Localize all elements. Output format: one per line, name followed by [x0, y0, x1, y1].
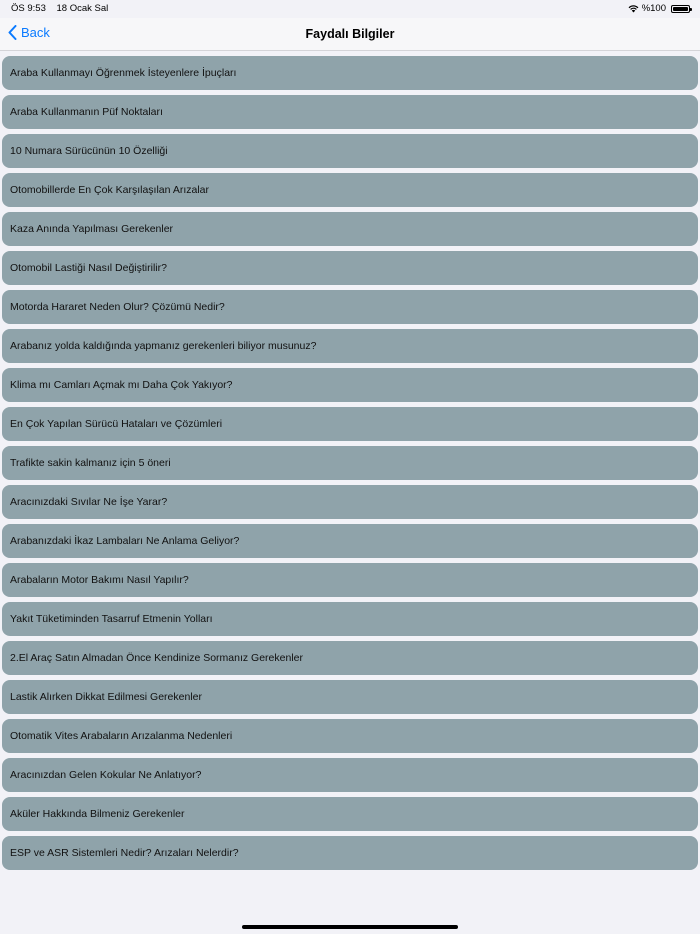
list-item-label: Araba Kullanmayı Öğrenmek İsteyenlere İpuçları	[10, 67, 237, 79]
list-item[interactable]	[2, 719, 698, 753]
list-item[interactable]	[2, 563, 698, 597]
list-item-label: Motorda Hararet Neden Olur? Çözümü Nedir?	[10, 301, 225, 313]
wifi-icon	[628, 5, 639, 13]
list-item[interactable]	[2, 680, 698, 714]
list-item[interactable]	[2, 758, 698, 792]
list-item[interactable]	[2, 95, 698, 129]
list-item[interactable]	[2, 212, 698, 246]
list-item-label: Arabanız yolda kaldığında yapmanız gerekenleri biliyor musunuz?	[10, 340, 317, 352]
list-item-label: ESP ve ASR Sistemleri Nedir? Arızaları Nelerdir?	[10, 847, 239, 859]
list-item-label: Arabaların Motor Bakımı Nasıl Yapılır?	[10, 574, 189, 586]
list-item-label: Lastik Alırken Dikkat Edilmesi Gerekenler	[10, 691, 202, 703]
list-item-label: Yakıt Tüketiminden Tasarruf Etmenin Yolları	[10, 613, 213, 625]
list-item-label: Arabanızdaki İkaz Lambaları Ne Anlama Geliyor?	[10, 535, 240, 547]
list-item-label: Trafikte sakin kalmanız için 5 öneri	[10, 457, 171, 469]
list-item[interactable]	[2, 524, 698, 558]
list-item-label: Aracınızdan Gelen Kokular Ne Anlatıyor?	[10, 769, 202, 781]
list-item[interactable]	[2, 173, 698, 207]
list-item[interactable]	[2, 602, 698, 636]
status-right	[628, 3, 690, 14]
info-list	[2, 56, 698, 875]
list-item[interactable]	[2, 836, 698, 870]
list-item[interactable]	[2, 329, 698, 363]
list-item-label: En Çok Yapılan Sürücü Hataları ve Çözümleri	[10, 418, 223, 430]
status-bar	[0, 0, 700, 18]
list-item[interactable]	[2, 446, 698, 480]
status-date: 18 Ocak Sal	[56, 3, 109, 14]
list-item-label: Aracınızdaki Sıvılar Ne İşe Yarar?	[10, 496, 168, 508]
list-item[interactable]	[2, 485, 698, 519]
page-title: Faydalı Bilgiler	[305, 27, 395, 41]
list-item[interactable]	[2, 407, 698, 441]
list-item-label: Otomatik Vites Arabaların Arızalanma Nedenleri	[10, 730, 233, 742]
list-item-label: Kaza Anında Yapılması Gerekenler	[10, 223, 174, 235]
list-item[interactable]	[2, 797, 698, 831]
battery-percent: %100	[641, 3, 666, 14]
list-item[interactable]	[2, 641, 698, 675]
list-item-label: Klima mı Camları Açmak mı Daha Çok Yakıyor?	[10, 379, 233, 391]
list-item-label: Otomobillerde En Çok Karşılaşılan Arızalar	[10, 184, 210, 196]
status-time: ÖS 9:53	[11, 3, 46, 14]
battery-icon	[671, 5, 690, 13]
list-item[interactable]	[2, 134, 698, 168]
list-item-label: 10 Numara Sürücünün 10 Özelliği	[10, 145, 168, 157]
back-label: Back	[21, 25, 50, 40]
list-item[interactable]	[2, 368, 698, 402]
status-left	[11, 3, 116, 14]
list-item-label: Aküler Hakkında Bilmeniz Gerekenler	[10, 808, 185, 820]
list-item-label: Otomobil Lastiği Nasıl Değiştirilir?	[10, 262, 167, 274]
list-item[interactable]	[2, 251, 698, 285]
list-item-label: Araba Kullanmanın Püf Noktaları	[10, 106, 163, 118]
navigation-bar	[0, 18, 700, 51]
list-item[interactable]	[2, 290, 698, 324]
list-item[interactable]	[2, 56, 698, 90]
list-item-label: 2.El Araç Satın Almadan Önce Kendinize Sormanız Gerekenler	[10, 652, 303, 664]
home-indicator	[242, 925, 458, 929]
